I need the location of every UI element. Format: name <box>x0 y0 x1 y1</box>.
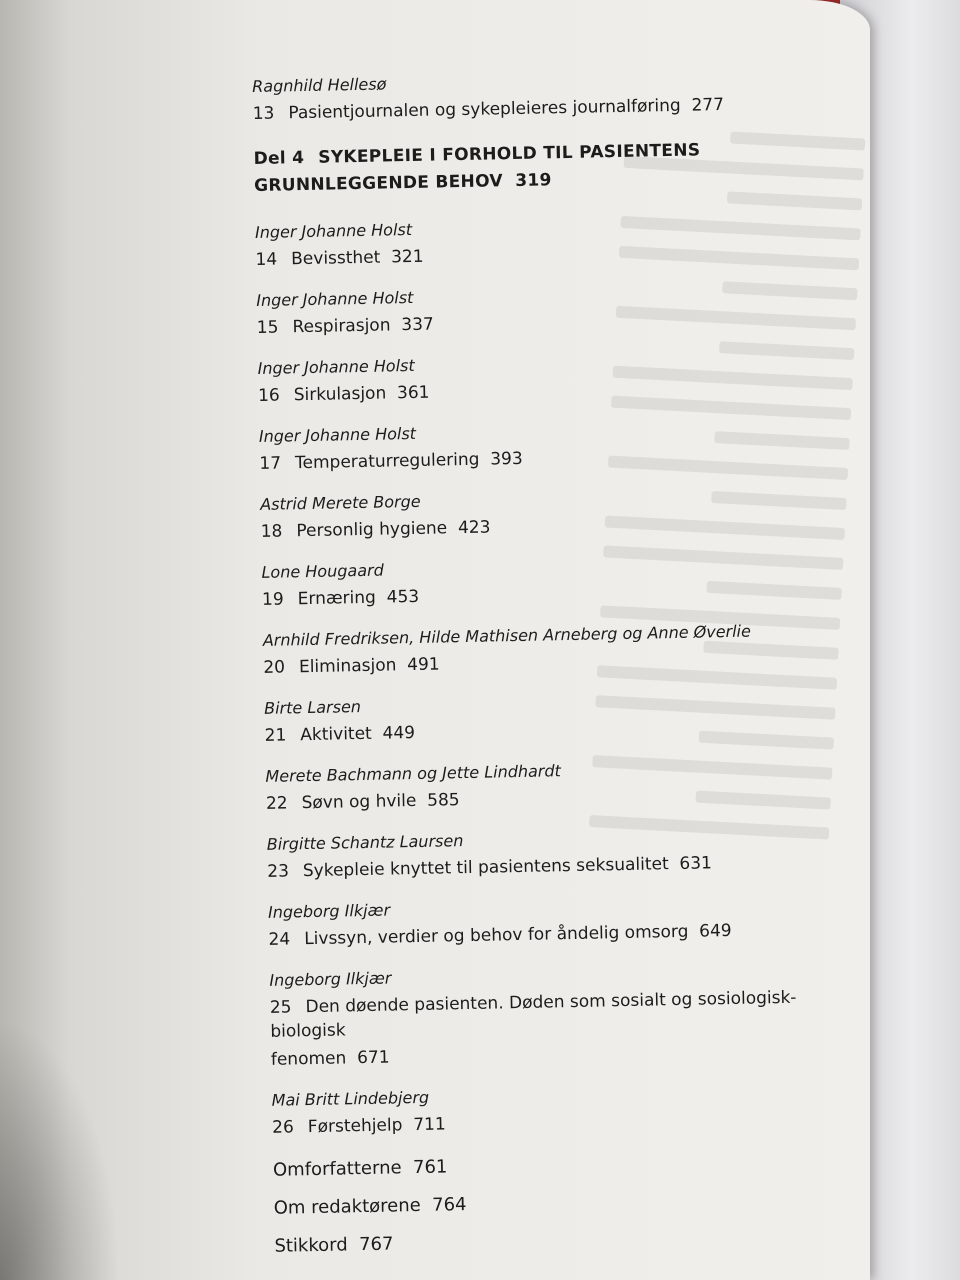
toc-entry <box>264 687 855 748</box>
appendix-title: Stikkord <box>274 1234 348 1257</box>
chapter-title: Bevissthet <box>290 247 381 270</box>
chapter-page: 321 <box>390 246 424 268</box>
toc-entry <box>261 551 852 612</box>
part-label: Del 4 <box>253 148 305 169</box>
toc-entries-list <box>255 211 859 952</box>
chapter-page: 453 <box>386 586 420 608</box>
chapter-title: Søvn og hvile <box>301 790 417 814</box>
chapter-author: Ingeborg Ilkjær <box>267 900 391 922</box>
chapter-number: 20 <box>263 657 286 678</box>
chapter-author: Astrid Merete Borge <box>260 491 421 514</box>
chapter-author: Inger Johanne Holst <box>254 219 413 242</box>
chapter-author: Inger Johanne Holst <box>258 423 417 446</box>
toc-entry <box>257 347 848 408</box>
chapter-page: 361 <box>396 382 430 404</box>
chapter-page: 631 <box>679 853 713 874</box>
chapter-title: Aktivitet <box>300 723 372 746</box>
toc-entry <box>259 415 850 476</box>
chapter-number: 25 <box>269 997 292 1018</box>
chapter-author: Merete Bachmann og Jette Lindhardt <box>265 761 562 786</box>
chapter-line <box>270 985 861 1044</box>
chapter-author: Birgitte Schantz Laursen <box>266 831 464 854</box>
chapter-number: 19 <box>261 589 284 610</box>
chapter-page: 277 <box>691 94 725 116</box>
chapter-page: 393 <box>490 448 523 470</box>
toc-entry <box>265 755 856 816</box>
chapter-title-line1: Den døende pasienten. Døden som sosialt og sosiologisk-biologisk <box>270 987 797 1042</box>
toc-appendix-entry <box>274 1184 864 1221</box>
hand-shadow <box>0 1020 120 1280</box>
toc-appendix-entry <box>274 1222 864 1259</box>
chapter-page: 337 <box>401 314 434 336</box>
chapter-title: Pasientjournalen og sykepleieres journalføring <box>288 95 681 124</box>
chapter-title: Sirkulasjon <box>293 383 387 406</box>
part-title-line2: GRUNNLEGGENDE BEHOV <box>253 171 504 196</box>
chapter-number: 15 <box>256 317 279 338</box>
chapter-page: 649 <box>699 920 732 942</box>
chapter-number: 24 <box>268 929 291 950</box>
chapter-title: Førstehjelp <box>307 1115 403 1138</box>
appendix-page: 767 <box>358 1233 394 1256</box>
chapter-author: Arnhild Fredriksen, Hilde Mathisen Arneberg og Anne Øverlie <box>262 621 752 650</box>
chapter-page: 711 <box>413 1114 446 1136</box>
chapter-author: Lone Hougaard <box>261 560 384 582</box>
table-of-contents <box>252 65 865 1272</box>
toc-entry <box>263 619 854 680</box>
appendix-page: 764 <box>431 1194 467 1216</box>
toc-entry <box>268 891 859 952</box>
appendix-page: 761 <box>412 1156 448 1179</box>
chapter-author: Birte Larsen <box>263 697 362 718</box>
chapter-number: 22 <box>265 793 288 814</box>
chapter-page: 423 <box>457 517 491 539</box>
chapter-page: 585 <box>426 790 460 811</box>
chapter-page: 491 <box>407 654 440 676</box>
chapter-title: Respirasjon <box>292 315 391 338</box>
chapter-number: 18 <box>260 521 283 542</box>
toc-entry-26 <box>271 1078 862 1139</box>
chapter-page: 449 <box>382 722 416 744</box>
chapter-page: 671 <box>356 1047 390 1069</box>
chapter-title: Temperaturregulering <box>294 449 480 474</box>
chapter-title: Sykepleie knyttet til pasientens seksualitet <box>302 854 669 882</box>
toc-appendix-entry <box>273 1146 863 1183</box>
chapter-author: Mai Britt Lindebjerg <box>271 1087 430 1110</box>
chapter-number: 23 <box>267 861 290 882</box>
chapter-number: 26 <box>272 1117 295 1138</box>
part-title-line1: SYKEPLEIE I FORHOLD TIL PASIENTENS <box>318 140 701 168</box>
part-heading <box>253 135 844 200</box>
chapter-author: Inger Johanne Holst <box>257 355 415 378</box>
part-page: 319 <box>515 170 552 191</box>
chapter-number: 21 <box>264 725 287 746</box>
toc-entry-25 <box>269 959 861 1072</box>
chapter-number: 14 <box>255 249 278 270</box>
chapter-title: Personlig hygiene <box>296 518 448 542</box>
chapter-title: Ernæring <box>297 587 377 610</box>
toc-entry <box>255 211 846 272</box>
chapter-number: 13 <box>252 103 275 124</box>
chapter-author: Ingeborg Ilkjær <box>269 968 392 990</box>
chapter-title: Eliminasjon <box>298 655 397 678</box>
appendix-title: Om redaktørene <box>273 1194 421 1219</box>
chapter-title: Livssyn, verdier og behov for åndelig omsorg <box>304 921 689 950</box>
chapter-number: 16 <box>257 385 280 406</box>
toc-entry-13 <box>252 65 843 126</box>
toc-entry <box>260 483 851 544</box>
chapter-author: Inger Johanne Holst <box>256 287 414 310</box>
chapter-title-line2: fenomen <box>270 1048 347 1070</box>
chapter-number: 17 <box>259 453 282 474</box>
toc-entry <box>267 823 858 884</box>
toc-entry <box>256 279 847 340</box>
chapter-author: Ragnhild Hellesø <box>252 74 387 96</box>
appendix-title: Omforfatterne <box>272 1157 402 1181</box>
